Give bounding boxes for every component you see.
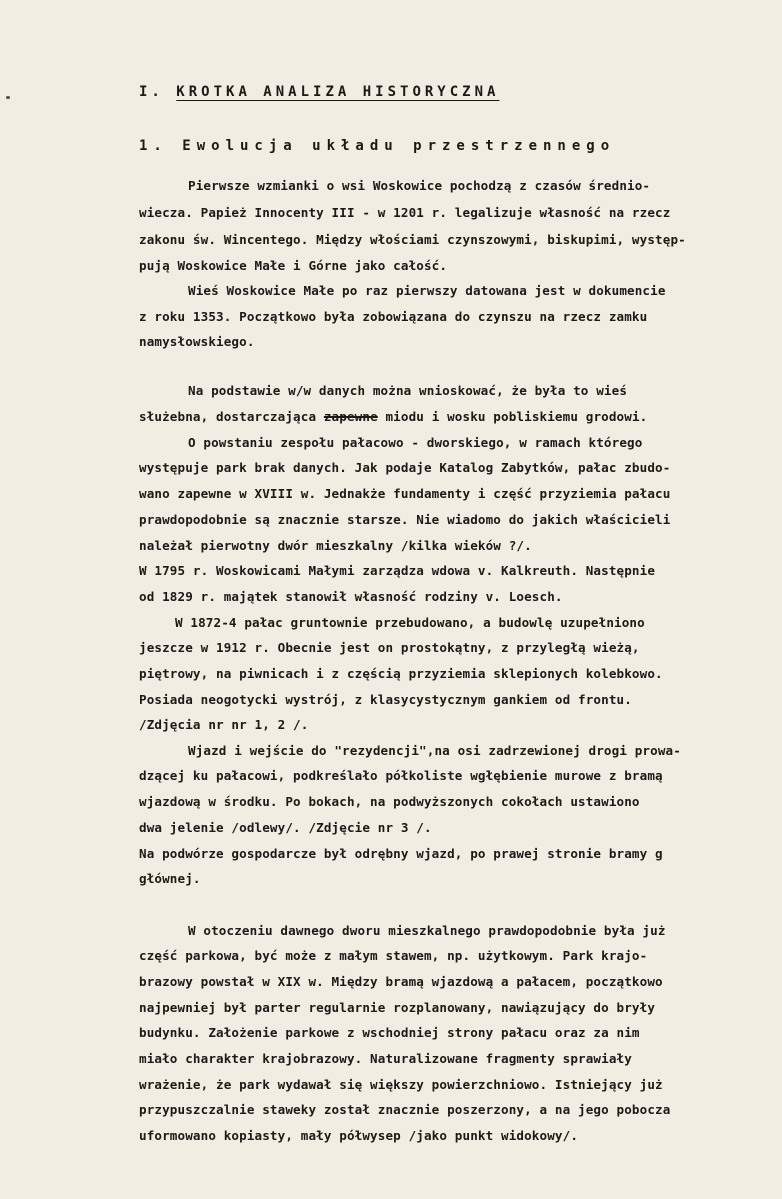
text-line: /Zdjęcia nr nr 1, 2 /.	[139, 717, 309, 732]
text-line: Na podwórze gospodarcze był odrębny wjazd, po prawej stronie bramy g	[139, 846, 663, 861]
text-line: prawdopodobnie są znacznie starsze. Nie wiadomo do jakich właścicieli	[139, 512, 671, 527]
text-line: zakonu św. Wincentego. Między włościami czynszowymi, biskupimi, występ-	[139, 232, 686, 247]
text-fragment: miodu i wosku pobliskiemu grodowi.	[377, 409, 648, 424]
text-line: budynku. Założenie parkowe z wschodniej strony pałacu oraz za nim	[139, 1025, 640, 1040]
text-line: z roku 1353. Początkowo była zobowiązana do czynszu na rzecz zamku	[139, 309, 648, 324]
text-line: wano zapewne w XVIII w. Jednakże fundamenty i część przyziemia pałacu	[139, 486, 671, 501]
text-line: Na podstawie w/w danych można wnioskować, że była to wieś	[188, 383, 628, 398]
text-line: W 1795 r. Woskowicami Małymi zarządza wdowa v. Kalkreuth. Następnie	[139, 563, 656, 578]
text-line: W 1872-4 pałac gruntownie przebudowano, a budowlę uzupełniono	[175, 615, 645, 630]
text-line: piętrowy, na piwnicach i z częścią przyziemia sklepionych kolebkowo.	[139, 666, 663, 681]
text-line: wiecza. Papież Innocenty III - w 1201 r. legalizuje własność na rzecz	[139, 205, 671, 220]
text-line: jeszcze w 1912 r. Obecnie jest on prostokątny, z przyległą wieżą,	[139, 640, 640, 655]
section-number: I.	[139, 84, 177, 100]
text-line: wrażenie, że park wydawał się większy powierzchniowo. Istniejący już	[139, 1077, 663, 1092]
text-line: uformowano kopiasty, mały półwysep /jako punkt widokowy/.	[139, 1128, 579, 1143]
section-heading	[139, 84, 499, 100]
text-fragment: służebna, dostarczająca	[139, 409, 324, 424]
text-line: Wjazd i wejście do "rezydencji",na osi zadrzewionej drogi prowa-	[188, 743, 681, 758]
subsection-heading: 1. Ewolucja układu przestrzennego	[139, 138, 616, 154]
text-line: najpewniej był parter regularnie rozplanowany, nawiązujący do bryły	[139, 1000, 656, 1015]
text-line: część parkowa, być może z małym stawem, np. użytkowym. Park krajo-	[139, 948, 648, 963]
struck-word: zapewne	[323, 409, 378, 424]
text-line	[139, 409, 647, 425]
text-line: dwa jelenie /odlewy/. /Zdjęcie nr 3 /.	[139, 820, 432, 835]
text-line: Pierwsze wzmianki o wsi Woskowice pochodzą z czasów średnio-	[188, 178, 651, 193]
text-line: W otoczeniu dawnego dworu mieszkalnego prawdopodobnie była już	[188, 923, 666, 938]
section-title: KROTKA ANALIZA HISTORYCZNA	[176, 84, 500, 100]
text-line: dzącej ku pałacowi, podkreślało półkoliste wgłębienie murowe z bramą	[139, 768, 663, 783]
text-line: Posiada neogotycki wystrój, z klasycystycznym gankiem od frontu.	[139, 692, 632, 707]
text-line: miało charakter krajobrazowy. Naturalizowane fragmenty sprawiały	[139, 1051, 632, 1066]
text-line: głównej.	[139, 871, 201, 886]
margin-mark	[6, 96, 10, 99]
text-line: występuje park brak danych. Jak podaje Katalog Zabytków, pałac zbudo-	[139, 460, 671, 475]
text-line: O powstaniu zespołu pałacowo - dworskiego, w ramach którego	[188, 435, 643, 450]
text-line: należał pierwotny dwór mieszkalny /kilka wieków ?/.	[139, 538, 532, 553]
text-line: od 1829 r. majątek stanowił własność rodziny v. Loesch.	[139, 589, 563, 604]
text-line: wjazdową w środku. Po bokach, na podwyższonych cokołach ustawiono	[139, 794, 640, 809]
text-line: brazowy powstał w XIX w. Między bramą wjazdową a pałacem, początkowo	[139, 974, 663, 989]
text-line: namysłowskiego.	[139, 334, 255, 349]
text-line: przypuszczalnie staweky został znacznie poszerzony, a na jego pobocza	[139, 1102, 671, 1117]
text-line: Wieś Woskowice Małe po raz pierwszy datowana jest w dokumencie	[188, 283, 666, 298]
text-line: pują Woskowice Małe i Górne jako całość.	[139, 258, 448, 273]
